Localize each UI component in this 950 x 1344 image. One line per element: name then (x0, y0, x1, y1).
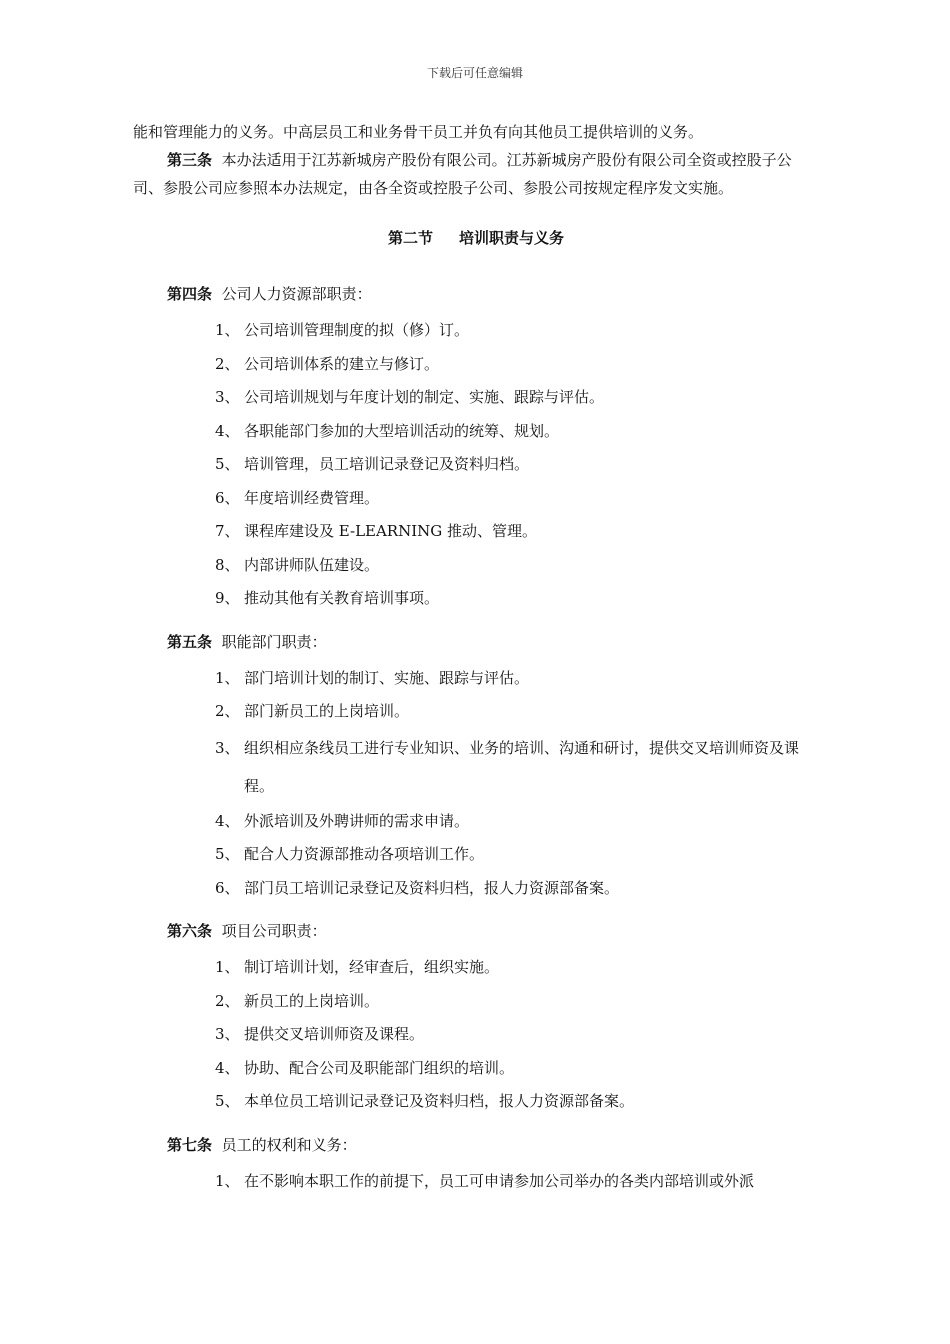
list-item (133, 448, 819, 482)
list-item (133, 729, 819, 805)
item-text: 部门培训计划的制订、实施、跟踪与评估。 (244, 668, 530, 687)
list-item (133, 1018, 819, 1052)
article-3 (133, 146, 819, 202)
item-text: 课程库建设及 E-LEARNING 推动、管理。 (244, 522, 538, 540)
item-text: 培训管理，员工培训记录登记及资料归档。 (244, 455, 530, 473)
item-text: 内部讲师队伍建设。 (244, 555, 380, 574)
item-text: 协助、配合公司及职能部门组织的培训。 (244, 1058, 515, 1077)
item-text: 配合人力资源部推动各项培训工作。 (244, 845, 485, 863)
article-6-heading (133, 917, 819, 945)
item-number: 2、 (215, 354, 240, 373)
item-text: 年度培训经费管理。 (244, 488, 380, 507)
list-item (133, 582, 819, 616)
list-item (133, 415, 819, 449)
list-item (133, 951, 819, 985)
item-text: 外派培训及外聘讲师的需求申请。 (244, 811, 470, 830)
list-item (133, 695, 819, 729)
page-header: 下载后可任意编辑 (426, 66, 523, 80)
list-item (133, 381, 819, 415)
article-4-label: 第四条 (167, 285, 213, 303)
article-6-title: 项目公司职责： (221, 922, 327, 940)
item-text: 公司培训体系的建立与修订。 (244, 354, 440, 373)
intro-continuation: 能和管理能力的义务。中高层员工和业务骨干员工并负有向其他员工提供培训的义务。 (133, 123, 704, 141)
article-6-label: 第六条 (167, 922, 213, 940)
list-item (133, 549, 819, 583)
item-text: 公司培训管理制度的拟（修）订。 (244, 321, 470, 339)
item-text: 部门员工培训记录登记及资料归档，报人力资源部备案。 (244, 878, 620, 897)
item-number: 4、 (215, 811, 240, 830)
item-number: 1、 (215, 1171, 240, 1190)
list-item (133, 662, 819, 696)
item-number: 3、 (215, 1025, 240, 1043)
item-number: 4、 (215, 421, 240, 440)
list-item (133, 872, 819, 906)
list-item (133, 482, 819, 516)
list-item (133, 515, 819, 549)
item-number: 1、 (215, 958, 240, 976)
item-number: 5、 (215, 455, 240, 473)
article-5-title: 职能部门职责： (221, 632, 327, 651)
list-item (133, 1165, 819, 1199)
item-number: 2、 (215, 991, 240, 1010)
article-7-title: 员工的权利和义务： (221, 1135, 357, 1154)
item-number: 5、 (215, 1092, 240, 1110)
item-number: 3、 (215, 738, 240, 757)
article-4-list (133, 314, 819, 616)
item-text: 各职能部门参加的大型培训活动的统筹、规划。 (244, 421, 560, 440)
list-item (133, 805, 819, 839)
list-item (133, 314, 819, 348)
item-number: 6、 (215, 488, 240, 507)
article-3-label: 第三条 (167, 151, 213, 169)
item-number: 4、 (215, 1058, 240, 1077)
item-number: 7、 (215, 522, 240, 540)
article-4-title: 公司人力资源部职责： (221, 285, 372, 303)
item-text: 组织相应条线员工进行专业知识、业务的培训、沟通和研讨，提供交叉培训师资及课程。 (244, 738, 800, 795)
item-text: 本单位员工培训记录登记及资料归档，报人力资源部备案。 (244, 1092, 635, 1110)
article-4-heading (133, 280, 819, 308)
article-3-text: 本办法适用于江苏新城房产股份有限公司。江苏新城房产股份有限公司全资或控股子公司、参股公司应参照本办法规定，由各全资或控股子公司、参股公司按规定程序发文实施。 (133, 151, 792, 197)
item-number: 1、 (215, 668, 240, 687)
document-body (133, 118, 819, 1210)
item-text: 在不影响本职工作的前提下，员工可申请参加公司举办的各类内部培训或外派 (244, 1171, 755, 1190)
item-number: 1、 (215, 321, 240, 339)
article-5-heading (133, 628, 819, 656)
item-number: 6、 (215, 878, 240, 897)
item-number: 2、 (215, 702, 240, 720)
item-text: 公司培训规划与年度计划的制定、实施、跟踪与评估。 (244, 388, 605, 406)
article-6-list (133, 951, 819, 1119)
list-item (133, 1052, 819, 1086)
item-text: 制订培训计划，经审查后，组织实施。 (244, 958, 500, 976)
item-number: 3、 (215, 388, 240, 406)
article-7-list (133, 1165, 819, 1199)
article-7-label: 第七条 (167, 1135, 213, 1154)
article-7-heading (133, 1131, 819, 1159)
item-text: 新员工的上岗培训。 (244, 991, 380, 1010)
list-item (133, 1085, 819, 1119)
item-number: 9、 (215, 589, 240, 607)
list-item (133, 838, 819, 872)
article-5-list (133, 662, 819, 906)
section-title: 第二节 培训职责与义务 (387, 229, 565, 247)
item-text: 提供交叉培训师资及课程。 (244, 1025, 425, 1043)
item-number: 5、 (215, 845, 240, 863)
article-5-label: 第五条 (167, 632, 213, 651)
list-item (133, 348, 819, 382)
list-item (133, 985, 819, 1019)
item-text: 部门新员工的上岗培训。 (244, 702, 410, 720)
item-number: 8、 (215, 555, 240, 574)
item-text: 推动其他有关教育培训事项。 (244, 589, 440, 607)
